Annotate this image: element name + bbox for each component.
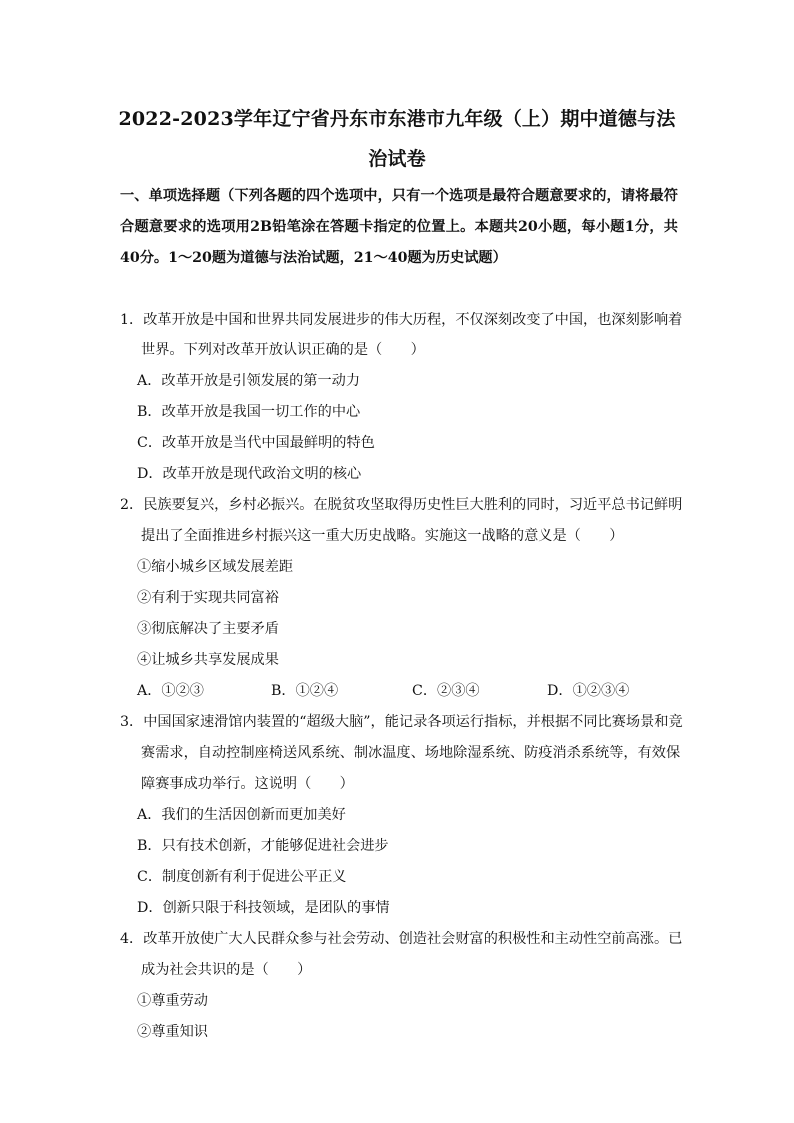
- q2-option-d: D．①②③④: [547, 683, 630, 699]
- q2-option-a: A．①②③: [137, 683, 204, 699]
- q3-option-d: D．创新只限于科技领域，是团队的事情: [137, 900, 390, 916]
- q3-option-a: A．我们的生活因创新而更加美好: [137, 807, 346, 823]
- q3-stem-line-2: 赛需求，自动控制座椅送风系统、制冰温度、场地除湿系统、防疫消杀系统等，有效保: [141, 745, 681, 761]
- q2-stem-line-1: 2．民族要复兴，乡村必振兴。在脱贫攻坚取得历史性巨大胜利的同时，习近平总书记鲜明: [120, 497, 683, 513]
- q3-option-c: C．制度创新有利于促进公平正义: [137, 869, 347, 885]
- q2-option-c: C．②③④: [412, 683, 480, 699]
- q1-option-a: A．改革开放是引领发展的第一动力: [137, 373, 361, 389]
- q1-stem-line-1: 1．改革开放是中国和世界共同发展进步的伟大历程，不仅深刻改变了中国，也深刻影响着: [120, 312, 683, 328]
- q2-statement-4: ④让城乡共享发展成果: [137, 652, 279, 668]
- q2-stem-line-2: 提出了全面推进乡村振兴这一重大历史战略。实施这一战略的意义是（ ）: [141, 528, 624, 544]
- q3-stem-line-1: 3．中国国家速滑馆内装置的“超级大脑”，能记录各项运行指标，并根据不同比赛场景和竞: [120, 714, 683, 730]
- q1-stem-line-2: 世界。下列对改革开放认识正确的是（ ）: [141, 342, 425, 358]
- exam-title-line-1: 2022-2023学年辽宁省丹东市东港市九年级（上）期中道德与法: [118, 108, 676, 130]
- q3-option-b: B．只有技术创新，才能够促进社会进步: [137, 838, 389, 854]
- q1-option-c: C．改革开放是当代中国最鲜明的特色: [137, 435, 375, 451]
- q2-statement-3: ③彻底解决了主要矛盾: [137, 621, 279, 637]
- q3-stem-line-3: 障赛事成功举行。这说明（ ）: [141, 776, 354, 792]
- section-instructions: 一、单项选择题（下列各题的四个选项中，只有一个选项是最符合题意要求的，请将最符合题意要求的选项用2B铅笔涂在答题卡指定的位置上。本题共20小题，每小题1分，共40分。1～20题为道德与法治试题，21～40题为历史试题）: [120, 188, 678, 266]
- q4-stem-line-1: 4．改革开放使广大人民群众参与社会劳动、创造社会财富的积极性和主动性空前高涨。已: [120, 931, 683, 947]
- q1-option-d: D．改革开放是现代政治文明的核心: [137, 466, 362, 482]
- q4-statement-2: ②尊重知识: [137, 1024, 208, 1040]
- q2-statement-2: ②有利于实现共同富裕: [137, 590, 279, 606]
- q4-statement-1: ①尊重劳动: [137, 993, 208, 1009]
- q2-statement-1: ①缩小城乡区域发展差距: [137, 559, 294, 575]
- q1-option-b: B．改革开放是我国一切工作的中心: [137, 404, 361, 420]
- q2-option-b: B．①②④: [271, 683, 339, 699]
- exam-title-line-2: 治试卷: [368, 148, 426, 170]
- q4-stem-line-2: 成为社会共识的是（ ）: [141, 962, 312, 978]
